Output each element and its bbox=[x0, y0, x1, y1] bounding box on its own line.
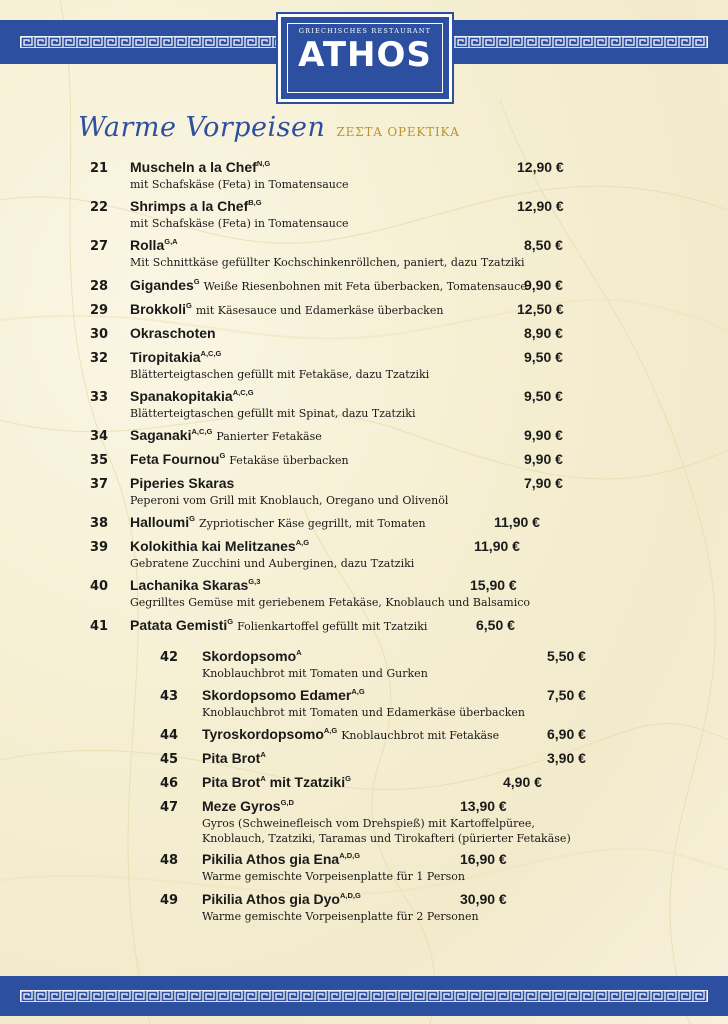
allergen-codes: G bbox=[345, 774, 351, 783]
item-price: 6,90 € bbox=[547, 726, 586, 742]
logo-name: ATHOS bbox=[298, 35, 432, 75]
item-number: 42 bbox=[160, 650, 179, 665]
item-price: 6,50 € bbox=[476, 617, 515, 633]
item-name: Halloumi bbox=[130, 514, 190, 530]
item-number: 45 bbox=[160, 752, 179, 767]
allergen-codes: A,G bbox=[295, 538, 310, 547]
item-name: Pita Brot bbox=[202, 750, 261, 766]
item-price: 9,90 € bbox=[524, 427, 563, 443]
item-name: Skordopsomo bbox=[202, 648, 297, 664]
item-name: Kolokithia kai Melitzanes bbox=[130, 538, 296, 554]
item-title bbox=[130, 577, 260, 593]
item-number: 22 bbox=[90, 200, 109, 215]
item-inline-description: Fetakäse überbacken bbox=[229, 454, 349, 467]
item-description: Gebratene Zucchini und Auberginen, dazu Tzatziki bbox=[130, 557, 415, 570]
logo-subtitle: GRIECHISCHES RESTAURANT bbox=[298, 27, 432, 35]
item-number: 48 bbox=[160, 853, 179, 868]
bottom-banner bbox=[0, 976, 728, 1016]
item-title bbox=[202, 648, 302, 664]
item-price: 4,90 € bbox=[503, 774, 542, 790]
item-title bbox=[130, 198, 262, 214]
item-price: 7,90 € bbox=[524, 475, 563, 491]
item-description: Blätterteigtaschen gefüllt mit Fetakäse, dazu Tzatziki bbox=[130, 368, 430, 381]
item-price: 9,50 € bbox=[524, 388, 563, 404]
item-name: Tyroskordopsomo bbox=[202, 726, 324, 742]
allergen-codes: A,G bbox=[351, 687, 365, 696]
item-name-suffix: mit Tzatziki bbox=[265, 774, 346, 790]
item-description: mit Schafskäse (Feta) in Tomatensauce bbox=[130, 178, 349, 191]
item-name: Shrimps a la Chef bbox=[130, 198, 249, 214]
item-price: 12,50 € bbox=[517, 301, 564, 317]
allergen-codes: G bbox=[186, 301, 192, 310]
item-price: 7,50 € bbox=[547, 687, 586, 703]
item-title bbox=[130, 514, 426, 530]
item-title bbox=[202, 798, 294, 814]
item-description: Blätterteigtaschen gefüllt mit Spinat, dazu Tzatziki bbox=[130, 407, 416, 420]
item-price: 8,50 € bbox=[524, 237, 563, 253]
item-description: Gegrilltes Gemüse mit geriebenem Fetakäse, Knoblauch und Balsamico bbox=[130, 596, 531, 609]
section-heading bbox=[78, 112, 460, 143]
item-price: 9,90 € bbox=[524, 277, 563, 293]
item-price: 8,90 € bbox=[524, 325, 563, 341]
item-number: 27 bbox=[90, 239, 109, 254]
item-number: 29 bbox=[90, 303, 109, 318]
item-title bbox=[202, 750, 266, 766]
item-name: Rolla bbox=[130, 237, 165, 253]
item-title bbox=[130, 349, 221, 365]
item-title bbox=[130, 538, 309, 554]
item-price: 9,50 € bbox=[524, 349, 563, 365]
item-title bbox=[130, 277, 527, 293]
item-number: 37 bbox=[90, 477, 109, 492]
item-name: Saganaki bbox=[130, 427, 192, 443]
allergen-codes: G bbox=[193, 277, 200, 286]
item-number: 46 bbox=[160, 776, 179, 791]
item-name: Pikilia Athos gia Dyo bbox=[202, 891, 340, 907]
item-number: 33 bbox=[90, 390, 109, 405]
allergen-codes: G,D bbox=[280, 798, 294, 807]
item-title bbox=[130, 388, 254, 404]
item-price: 3,90 € bbox=[547, 750, 586, 766]
item-description: mit Schafskäse (Feta) in Tomatensauce bbox=[130, 217, 349, 230]
allergen-codes: G,A bbox=[164, 237, 178, 246]
item-number: 41 bbox=[90, 619, 109, 634]
item-description-line2: Knoblauch, Tzatziki, Taramas und Tirokafteri (pürierter Fetakäse) bbox=[202, 832, 571, 845]
item-price: 11,90 € bbox=[494, 514, 540, 530]
item-name: Meze Gyros bbox=[202, 798, 281, 814]
item-price: 9,90 € bbox=[524, 451, 563, 467]
allergen-codes: A,C,G bbox=[200, 349, 222, 358]
item-name: Pikilia Athos gia Ena bbox=[202, 851, 340, 867]
item-number: 35 bbox=[90, 453, 109, 468]
allergen-codes: N,G bbox=[256, 159, 271, 168]
item-inline-description: Weiße Riesenbohnen mit Feta überbacken, Tomatensauce bbox=[203, 280, 527, 293]
item-title bbox=[202, 891, 361, 907]
allergen-codes: A,C,G bbox=[232, 388, 254, 397]
item-title bbox=[202, 851, 360, 867]
item-name: Spanakopitakia bbox=[130, 388, 233, 404]
allergen-codes: A bbox=[260, 774, 266, 783]
item-price: 12,90 € bbox=[517, 198, 564, 214]
allergen-codes: A bbox=[260, 750, 266, 759]
item-title bbox=[130, 237, 178, 253]
item-description: Warme gemischte Vorpeisenplatte für 2 Personen bbox=[202, 910, 479, 923]
item-name: Muscheln a la Chef bbox=[130, 159, 257, 175]
allergen-codes: A bbox=[296, 648, 302, 657]
item-title bbox=[202, 726, 499, 742]
heading-greek: ΖΕΣΤΑ ΟΡΕΚΤΙΚΑ bbox=[336, 125, 460, 139]
item-description: Knoblauchbrot mit Tomaten und Gurken bbox=[202, 667, 428, 680]
item-inline-description: Panierter Fetakäse bbox=[216, 430, 322, 443]
item-name: Brokkoli bbox=[130, 301, 187, 317]
item-title bbox=[130, 325, 216, 341]
item-name: Feta Fournou bbox=[130, 451, 220, 467]
item-number: 21 bbox=[90, 161, 109, 176]
item-inline-description: mit Käsesauce und Edamerkäse überbacken bbox=[195, 304, 444, 317]
item-title bbox=[130, 159, 270, 175]
restaurant-logo bbox=[278, 14, 452, 102]
item-price: 30,90 € bbox=[460, 891, 507, 907]
item-number: 38 bbox=[90, 516, 109, 531]
item-price: 12,90 € bbox=[517, 159, 564, 175]
item-number: 47 bbox=[160, 800, 179, 815]
allergen-codes: A,C,G bbox=[191, 427, 213, 436]
item-number: 43 bbox=[160, 689, 179, 704]
heading-german: Warme Vorpeisen bbox=[78, 112, 326, 143]
item-title bbox=[202, 687, 365, 703]
item-title bbox=[130, 617, 427, 633]
item-description: Knoblauchbrot mit Tomaten und Edamerkäse überbacken bbox=[202, 706, 526, 719]
item-price: 5,50 € bbox=[547, 648, 586, 664]
item-price: 16,90 € bbox=[460, 851, 507, 867]
item-description: Mit Schnittkäse gefüllter Kochschinkenröllchen, paniert, dazu Tzatziki bbox=[130, 256, 525, 269]
item-price: 13,90 € bbox=[460, 798, 507, 814]
item-name: Piperies Skaras bbox=[130, 475, 235, 491]
item-number: 40 bbox=[90, 579, 109, 594]
item-number: 39 bbox=[90, 540, 109, 555]
item-title bbox=[130, 301, 443, 317]
item-name: Okraschoten bbox=[130, 325, 216, 341]
item-name: Tiropitakia bbox=[130, 349, 201, 365]
allergen-codes: A,G bbox=[323, 726, 338, 735]
item-title bbox=[130, 451, 349, 467]
item-number: 30 bbox=[90, 327, 109, 342]
item-name: Skordopsomo Edamer bbox=[202, 687, 352, 703]
item-inline-description: Zypriotischer Käse gegrillt, mit Tomaten bbox=[198, 517, 426, 530]
item-title bbox=[130, 427, 322, 443]
item-number: 34 bbox=[90, 429, 109, 444]
allergen-codes: G bbox=[227, 617, 234, 626]
allergen-codes: G bbox=[219, 451, 226, 460]
item-description: Gyros (Schweinefleisch vom Drehspieß) mit Kartoffelpüree, bbox=[202, 817, 535, 830]
meander-border-bottom bbox=[20, 990, 708, 1002]
item-description: Warme gemischte Vorpeisenplatte für 1 Person bbox=[202, 870, 465, 883]
item-number: 49 bbox=[160, 893, 179, 908]
item-name: Gigandes bbox=[130, 277, 194, 293]
allergen-codes: B,G bbox=[248, 198, 262, 207]
allergen-codes: G bbox=[189, 514, 195, 523]
item-inline-description: Folienkartoffel gefüllt mit Tzatziki bbox=[237, 620, 428, 633]
item-title bbox=[130, 475, 234, 491]
item-price: 11,90 € bbox=[474, 538, 520, 554]
item-name: Patata Gemisti bbox=[130, 617, 228, 633]
item-number: 28 bbox=[90, 279, 109, 294]
item-inline-description: Knoblauchbrot mit Fetakäse bbox=[341, 729, 500, 742]
item-description: Peperoni vom Grill mit Knoblauch, Oregano und Olivenöl bbox=[130, 494, 449, 507]
item-price: 15,90 € bbox=[470, 577, 517, 593]
item-number: 32 bbox=[90, 351, 109, 366]
item-name: Lachanika Skaras bbox=[130, 577, 249, 593]
allergen-codes: A,D,G bbox=[339, 851, 361, 860]
item-name: Pita Brot bbox=[202, 774, 261, 790]
allergen-codes: G,3 bbox=[248, 577, 261, 586]
item-title bbox=[202, 774, 351, 790]
allergen-codes: A,D,G bbox=[339, 891, 361, 900]
item-number: 44 bbox=[160, 728, 179, 743]
